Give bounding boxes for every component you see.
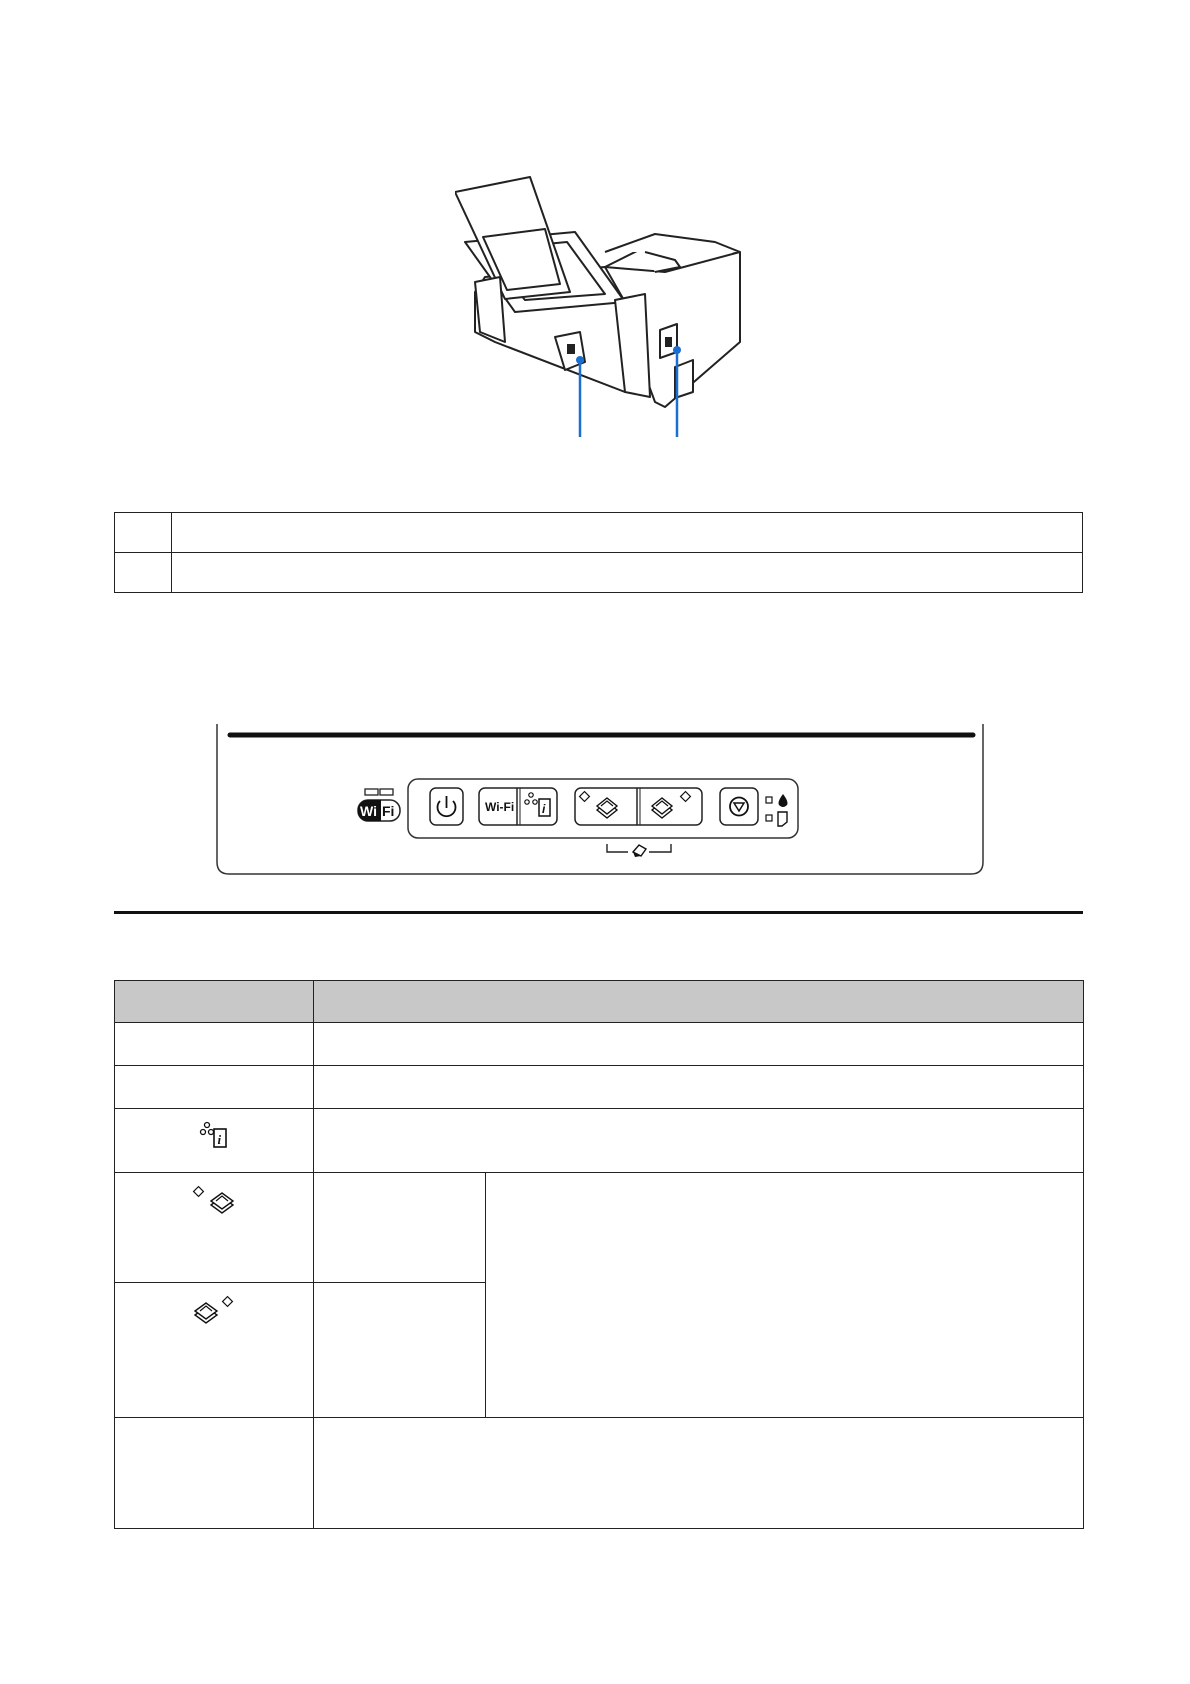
power-button[interactable] — [430, 788, 463, 825]
table-row — [115, 1173, 1084, 1283]
wifi-indicator — [358, 789, 400, 821]
section-divider — [114, 911, 1083, 914]
parts-table — [114, 512, 1083, 593]
header-button — [115, 981, 314, 1023]
part-description — [172, 513, 1083, 553]
table-row — [115, 1066, 1084, 1109]
table-header-row — [115, 981, 1084, 1023]
svg-text:Fi: Fi — [382, 803, 395, 819]
control-panel-illustration — [215, 724, 985, 876]
svg-text:Wi: Wi — [360, 803, 377, 819]
header-function — [314, 981, 1084, 1023]
scan-icon — [607, 844, 671, 857]
table-row — [115, 513, 1083, 553]
stop-button[interactable] — [720, 788, 758, 825]
svg-text:i: i — [542, 802, 546, 816]
function-cell — [314, 1023, 1084, 1066]
part-number — [115, 513, 172, 553]
wifi-button[interactable]: Wi-Fi — [485, 800, 515, 814]
button-cell — [115, 1418, 314, 1529]
function-cell — [314, 1109, 1084, 1173]
part-number — [115, 553, 172, 593]
table-row — [115, 1023, 1084, 1066]
buttons-table — [114, 980, 1084, 1529]
table-row — [115, 553, 1083, 593]
table-row — [115, 1109, 1084, 1173]
mode-cell — [314, 1173, 486, 1283]
network-status-sheet-icon — [199, 1121, 229, 1149]
bw-copy-icon — [191, 1185, 237, 1215]
function-cell — [314, 1066, 1084, 1109]
printer-rear-illustration — [455, 172, 745, 437]
button-cell — [115, 1023, 314, 1066]
button-cell — [115, 1066, 314, 1109]
part-description — [172, 553, 1083, 593]
table-row — [115, 1418, 1084, 1529]
button-cell — [115, 1173, 314, 1283]
function-cell — [314, 1418, 1084, 1529]
svg-text:i: i — [217, 1132, 222, 1147]
wifi-indicator-label: Wi Fi — [215, 724, 218, 725]
color-copy-icon — [191, 1295, 237, 1325]
button-cell — [115, 1109, 314, 1173]
mode-cell — [314, 1283, 486, 1418]
function-cell — [486, 1173, 1084, 1418]
button-cell — [115, 1283, 314, 1418]
